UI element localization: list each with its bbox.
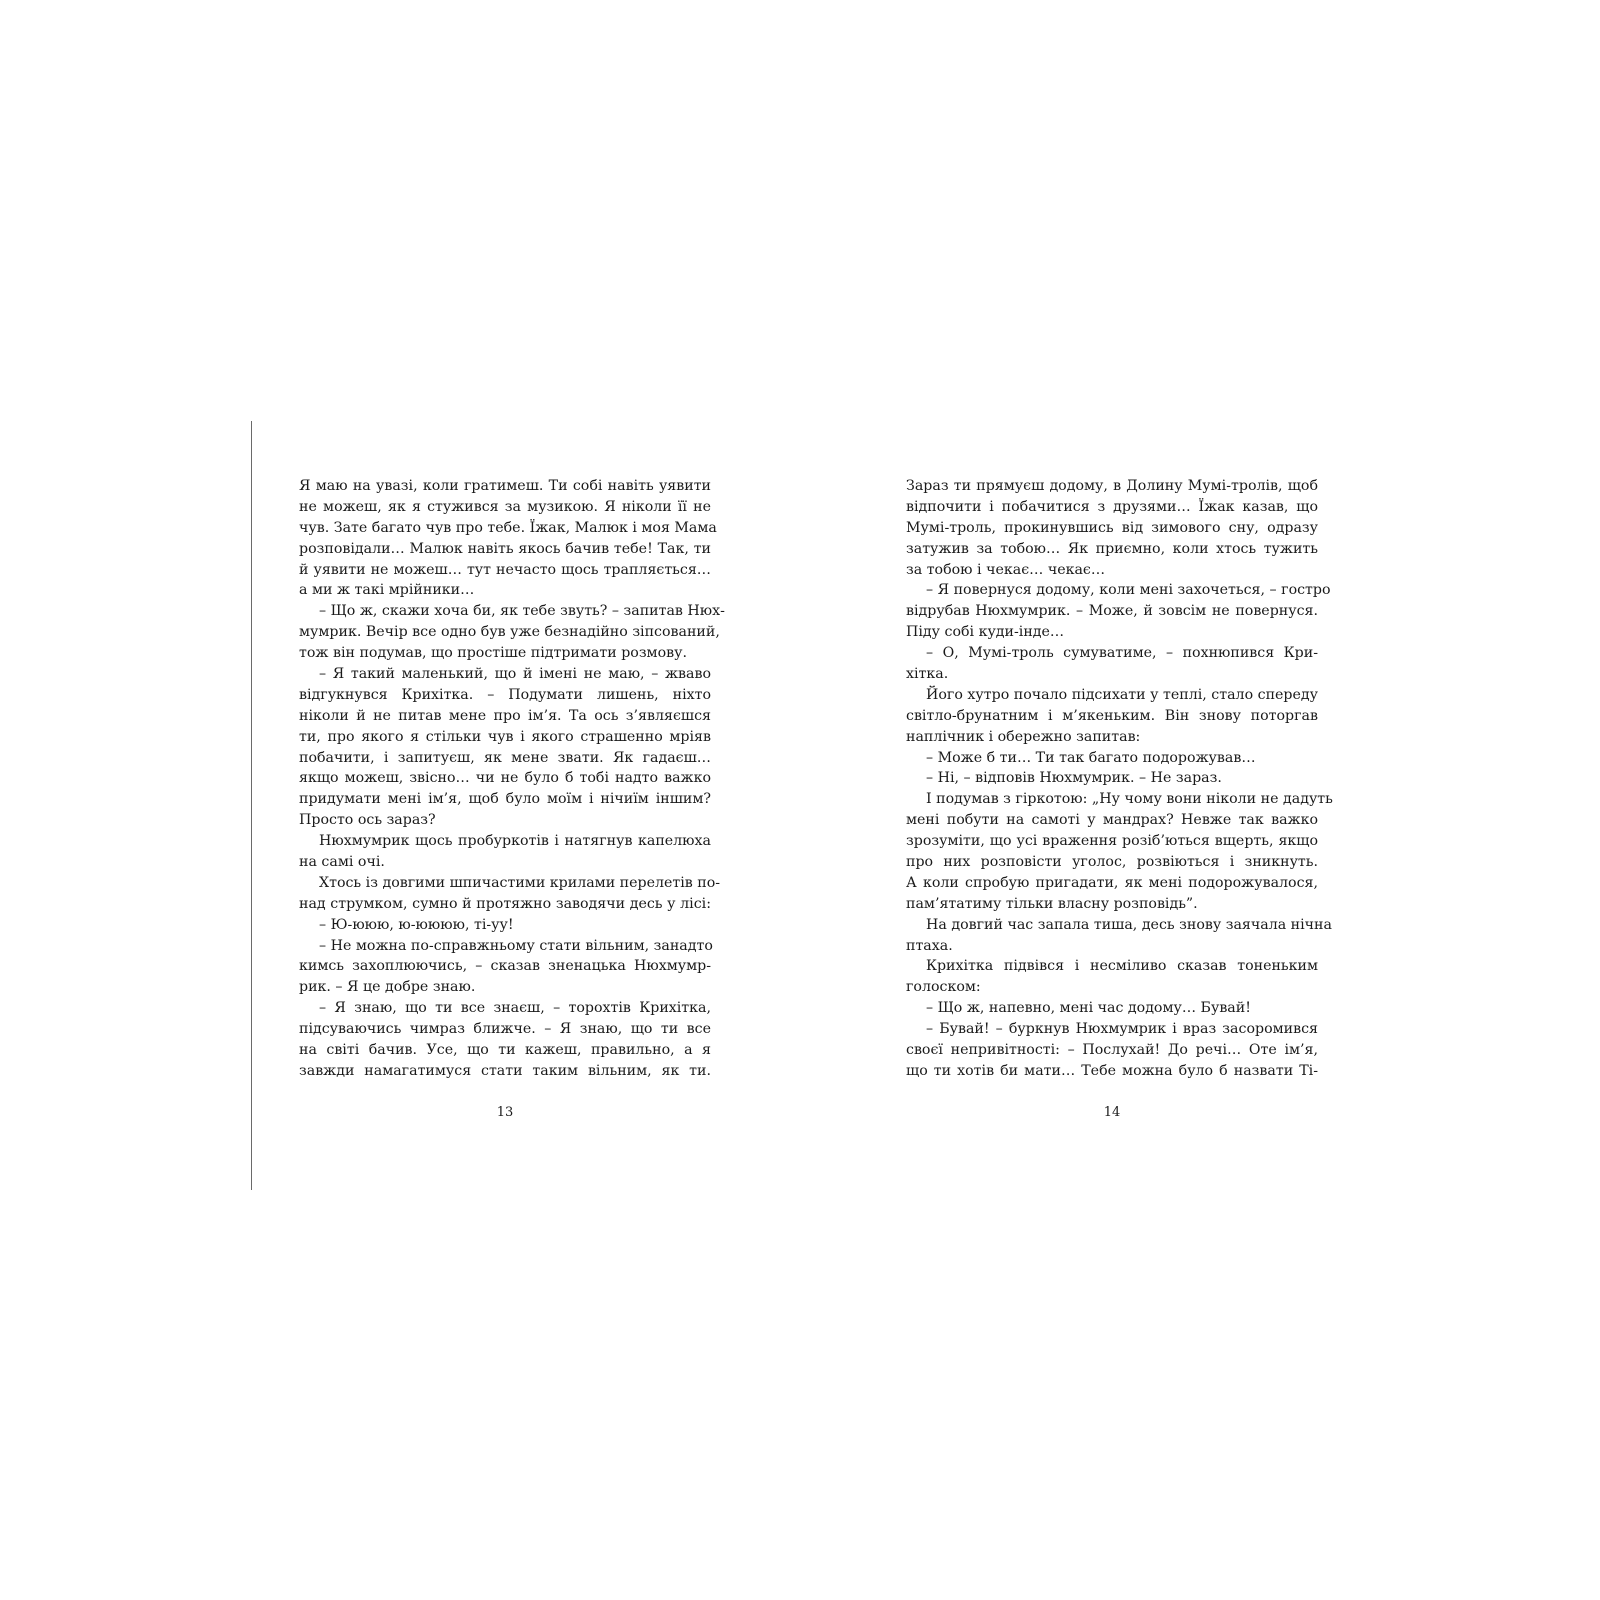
text-line: на самі очі. (299, 854, 385, 871)
text-line: Просто ось зараз? (299, 812, 436, 829)
text-line: Його хутро почало підсихати у теплі, стало спереду (926, 686, 1318, 703)
text-line: побачити, і запитуєш, як мене звати. Як гадаєш… (299, 749, 711, 766)
text-line: – О, Мумі-троль сумуватиме, – похнюпився Кри- (926, 645, 1318, 662)
text-line: Піду собі куди-інде… (906, 624, 1065, 641)
text-line: кимсь захоплюючись, – сказав зненацька Нюхмумр- (299, 958, 711, 975)
text-line: світло-брунатним і м’якеньким. Він знову поторгав (906, 707, 1318, 724)
text-line: чув. Зате багато чув про тебе. Їжак, Малюк і моя Мама (299, 519, 717, 536)
text-line: й уявити не можеш… тут нечасто щось трапляється… (299, 561, 711, 578)
text-line: Мумі-троль, прокинувшись від зимового сну, одразу (906, 519, 1318, 536)
left-page-number: 13 (496, 1105, 514, 1120)
text-line: якщо можеш, звісно… чи не було б тобі надто важко (299, 770, 711, 787)
right-page-text (906, 476, 1333, 1082)
text-line: Крихітка підвівся і несміливо сказав тоненьким (926, 958, 1318, 975)
text-line: відгукнувся Крихітка. – Подумати лишень, ніхто (299, 686, 711, 703)
text-line: Нюхмумрик щось пробуркотів і натягнув капелюха (319, 833, 711, 850)
text-line: А коли спробую пригадати, як мені подорожувалося, (906, 874, 1318, 891)
text-line: не можеш, як я стужився за музикою. Я ніколи її не (299, 498, 711, 515)
text-line: за тобою і чекає… чекає… (906, 561, 1106, 578)
text-line: затужив за тобою… Як приємно, коли хтось тужить (906, 540, 1318, 557)
text-line: – Не можна по-справжньому стати вільним, занадто (319, 937, 713, 954)
text-line: своєї непривітності: – Послухай! До речі… Оте ім’я, (906, 1042, 1318, 1059)
text-line: ти, про якого я стільки чув і якого страшенно мріяв (299, 728, 711, 745)
text-line: – Я знаю, що ти все знаєш, – торохтів Крихітка, (319, 1000, 711, 1017)
text-line: над струмком, сумно й протяжно заводячи десь у лісі: (299, 895, 711, 912)
text-line: ніколи й не питав мене про ім’я. Та ось з’являєшся (299, 707, 711, 724)
text-line: про них розповісти уголос, розвіються і зникнуть. (906, 854, 1318, 871)
text-line: рик. – Я це добре знаю. (299, 979, 476, 996)
text-line: голоском: (906, 979, 981, 996)
text-line: – Ні, – відповів Нюхмумрик. – Не зараз. (926, 770, 1222, 787)
text-line: мумрик. Вечір все одно був уже безнадійно зіпсований, (299, 624, 720, 641)
text-line: пам’ятатиму тільки власну розповідь”. (906, 895, 1198, 912)
text-line: На довгий час запала тиша, десь знову заячала нічна (926, 916, 1332, 933)
text-line: мені побути на самоті у мандрах? Невже так важко (906, 812, 1318, 829)
text-line: тож він подумав, що простіше підтримати розмову. (299, 645, 687, 662)
text-line: – Що ж, скажи хоча би, як тебе звуть? – запитав Нюх- (319, 603, 725, 620)
text-line: хітка. (906, 666, 949, 683)
text-line: птаха. (906, 937, 953, 954)
text-line: придумати мені ім’я, щоб було моїм і нічиїм іншим? (299, 791, 711, 808)
text-line: зрозуміти, що усі враження розіб’ються вщерть, якщо (906, 833, 1318, 850)
text-line: – Я повернуся додому, коли мені захочеться, – гостро (926, 582, 1331, 599)
text-line: – Я такий маленький, що й імені не маю, – жваво (319, 666, 711, 683)
right-page-number: 14 (1103, 1105, 1121, 1120)
text-line: що ти хотів би мати… Тебе можна було б назвати Ті- (906, 1062, 1318, 1079)
text-line: – Що ж, напевно, мені час додому… Бувай! (926, 1000, 1251, 1017)
text-line: – Ю-ююю, ю-юююю, ті-уу! (319, 916, 514, 933)
text-line: Я маю на увазі, коли гратимеш. Ти собі навіть уявити (299, 478, 711, 494)
text-line: Хтось із довгими шпичастими крилами перелетів по- (319, 874, 721, 891)
text-line: а ми ж такі мрійники… (299, 582, 475, 599)
text-line: відпочити і побачитися з друзями… Їжак казав, що (906, 498, 1318, 515)
text-line: наплічник і обережно запитав: (906, 728, 1141, 745)
text-line: розповідали… Малюк навіть якось бачив тебе! Так, ти (299, 540, 711, 557)
text-line: – Може б ти… Ти так багато подорожував… (926, 749, 1256, 766)
text-line: на світі бачив. Усе, що ти кажеш, правильно, а я (299, 1042, 711, 1059)
text-line: Зараз ти прямуєш додому, в Долину Мумі-тролів, щоб (906, 478, 1318, 494)
left-page-text (299, 476, 725, 1082)
text-line: – Бувай! – буркнув Нюхмумрик і враз засоромився (926, 1021, 1318, 1038)
text-line: завжди намагатимуся стати таким вільним, як ти. (299, 1062, 711, 1079)
text-line: відрубав Нюхмумрик. – Може, й зовсім не повернуся. (906, 603, 1318, 620)
page-gutter-line (251, 421, 252, 1190)
text-line: підсуваючись чимраз ближче. – Я знаю, що ти все (299, 1021, 711, 1038)
text-line: І подумав з гіркотою: „Ну чому вони ніколи не дадуть (926, 791, 1333, 808)
